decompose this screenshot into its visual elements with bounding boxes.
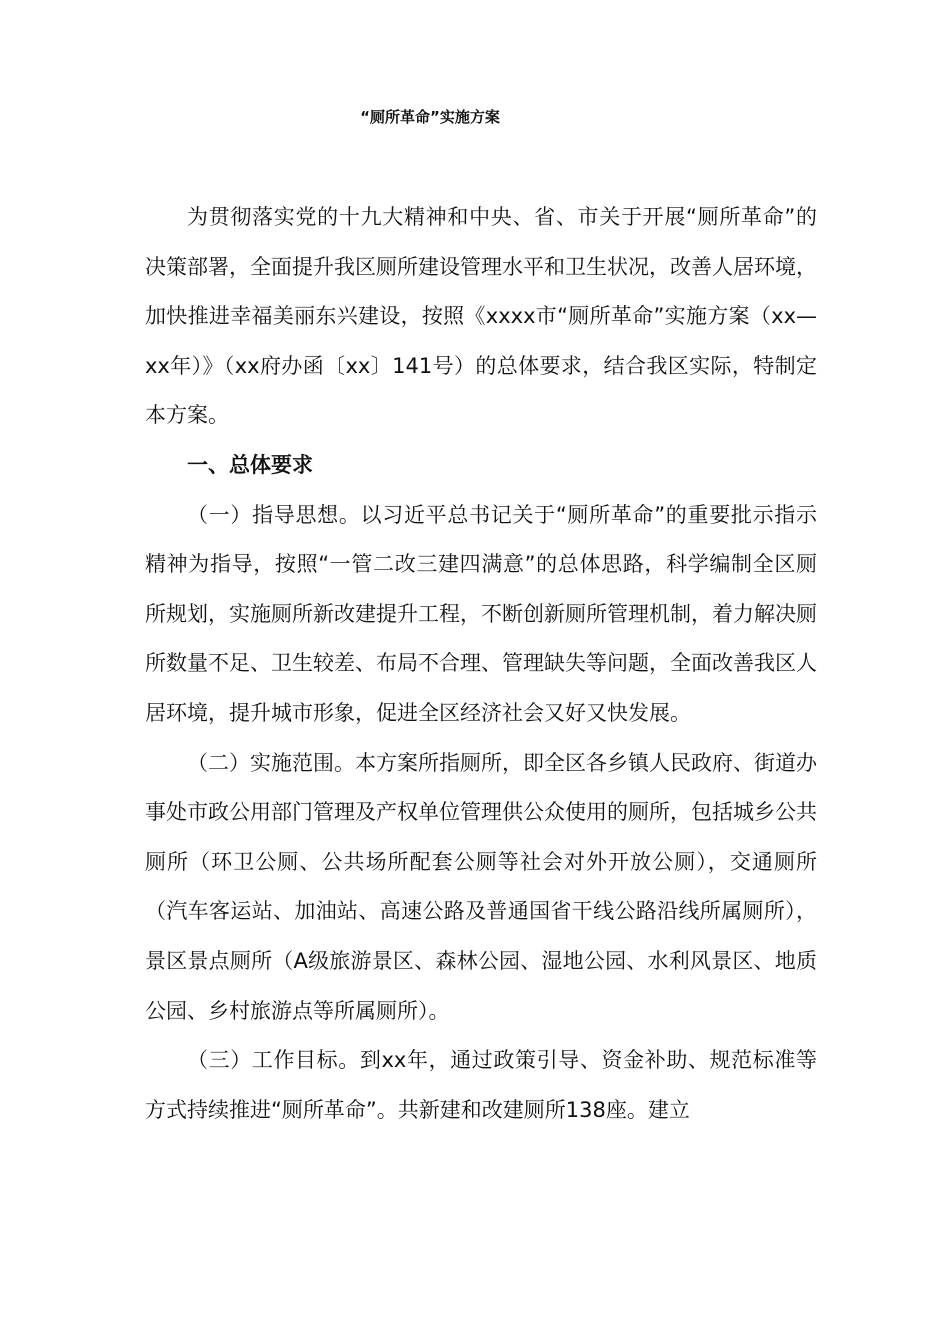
section-heading-overall-requirements: 一、总体要求 — [187, 452, 313, 477]
document-title: “厕所革命”实施方案 — [360, 108, 500, 126]
intro-paragraph: 为贯彻落实党的十九大精神和中央、省、市关于开展“厕所革命”的决策部署，全面提升我区厕所建设管理水平和卫生状况，改善人居环境，加快推进幸福美丽东兴建设，按照《xxxx市“厕所革命”实施方案（xx—xx年）》（xx府办函〔xx〕141号）的总体要求，结合我区实际，特制定本方案。 — [145, 205, 817, 428]
work-goals-paragraph: （三）工作目标。到xx年，通过政策引导、资金补助、规范标准等方式持续推进“厕所革命”。共新建和改建厕所138座。建立 — [145, 1048, 817, 1122]
guiding-ideology-paragraph: （一）指导思想。以习近平总书记关于“厕所革命”的重要批示指示精神为指导，按照“一管二改三建四满意”的总体思路，科学编制全区厕所规划，实施厕所新改建提升工程，不断创新厕所管理机制，着力解决厕所数量不足、卫生较差、布局不合理、管理缺失等问题，全面改善我区人居环境，提升城市形象，促进全区经济社会又好又快发展。 — [145, 502, 817, 725]
document-body — [145, 193, 817, 1135]
implementation-scope-paragraph: （二）实施范围。本方案所指厕所，即全区各乡镇人民政府、街道办事处市政公用部门管理及产权单位管理供公众使用的厕所，包括城乡公共厕所（环卫公厕、公共场所配套公厕等社会对外开放公厕），交通厕所（汽车客运站、加油站、高速公路及普通国省干线公路沿线所属厕所），景区景点厕所（A级旅游景区、森林公园、湿地公园、水利风景区、地质公园、乡村旅游点等所属厕所）。 — [145, 750, 817, 1023]
